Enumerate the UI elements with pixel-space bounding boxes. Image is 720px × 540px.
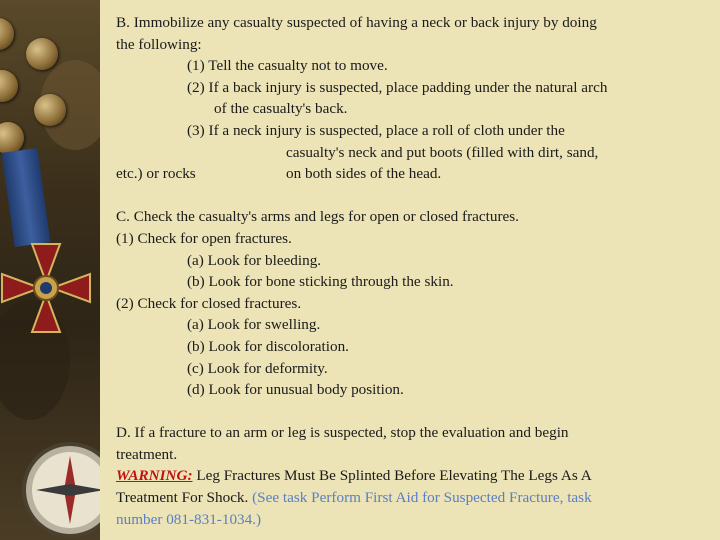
task-reference-link[interactable]: (See task Perform First Aid for Suspected Fracture, task xyxy=(248,489,592,507)
warning-text-continued: Treatment For Shock. xyxy=(116,489,249,507)
section-b-item-2: (2) If a back injury is suspected, place padding under the natural arch xyxy=(187,78,608,96)
maltese-cross-medal-icon xyxy=(0,230,100,340)
warning-line xyxy=(116,465,706,487)
section-c-closed-item-c: (c) Look for deformity. xyxy=(187,359,328,377)
section-b-item-3-left-text: etc.) or rocks xyxy=(116,165,196,183)
document-page xyxy=(100,0,720,540)
warning-text: Leg Fractures Must Be Splinted Before Elevating The Legs As A xyxy=(192,467,592,485)
section-c-open-fractures-heading: (1) Check for open fractures. xyxy=(116,229,292,247)
section-c-closed-item-d: (d) Look for unusual body position. xyxy=(187,381,404,399)
section-c-closed-fractures-heading: (2) Check for closed fractures. xyxy=(116,294,302,312)
compass-icon xyxy=(20,440,100,540)
section-c-heading: C. Check the casualty's arms and legs for open or closed fractures. xyxy=(116,208,519,226)
section-b-line-2: the following: xyxy=(116,35,202,53)
document-body xyxy=(116,12,706,530)
section-c-closed-item-a: (a) Look for swelling. xyxy=(187,316,321,334)
section-b-item-3: (3) If a neck injury is suspected, place a roll of cloth under the xyxy=(187,121,565,139)
section-b-item-3-final-row xyxy=(116,163,706,185)
section-b-item-2-continued: of the casualty's back. xyxy=(214,100,348,118)
warning-line-2 xyxy=(116,487,706,509)
section-c-open-item-b: (b) Look for bone sticking through the skin. xyxy=(187,273,454,291)
section-c-open-item-a: (a) Look for bleeding. xyxy=(187,251,322,269)
warning-label: WARNING: xyxy=(116,467,193,485)
section-c-closed-item-b: (b) Look for discoloration. xyxy=(187,337,349,355)
task-reference-number[interactable]: number 081-831-1034.) xyxy=(116,510,262,528)
section-b-item-3-continued: casualty's neck and put boots (filled with dirt, sand, xyxy=(286,143,599,161)
section-d-line-2: treatment. xyxy=(116,445,178,463)
decorative-sidebar xyxy=(0,0,100,540)
section-b-item-1: (1) Tell the casualty not to move. xyxy=(187,57,388,75)
section-d-line-1: D. If a fracture to an arm or leg is suspected, stop the evaluation and begin xyxy=(116,424,569,442)
section-b-item-3-right-text: on both sides of the head. xyxy=(286,165,442,183)
section-b-line-1: B. Immobilize any casualty suspected of having a neck or back injury by doing xyxy=(116,14,597,31)
